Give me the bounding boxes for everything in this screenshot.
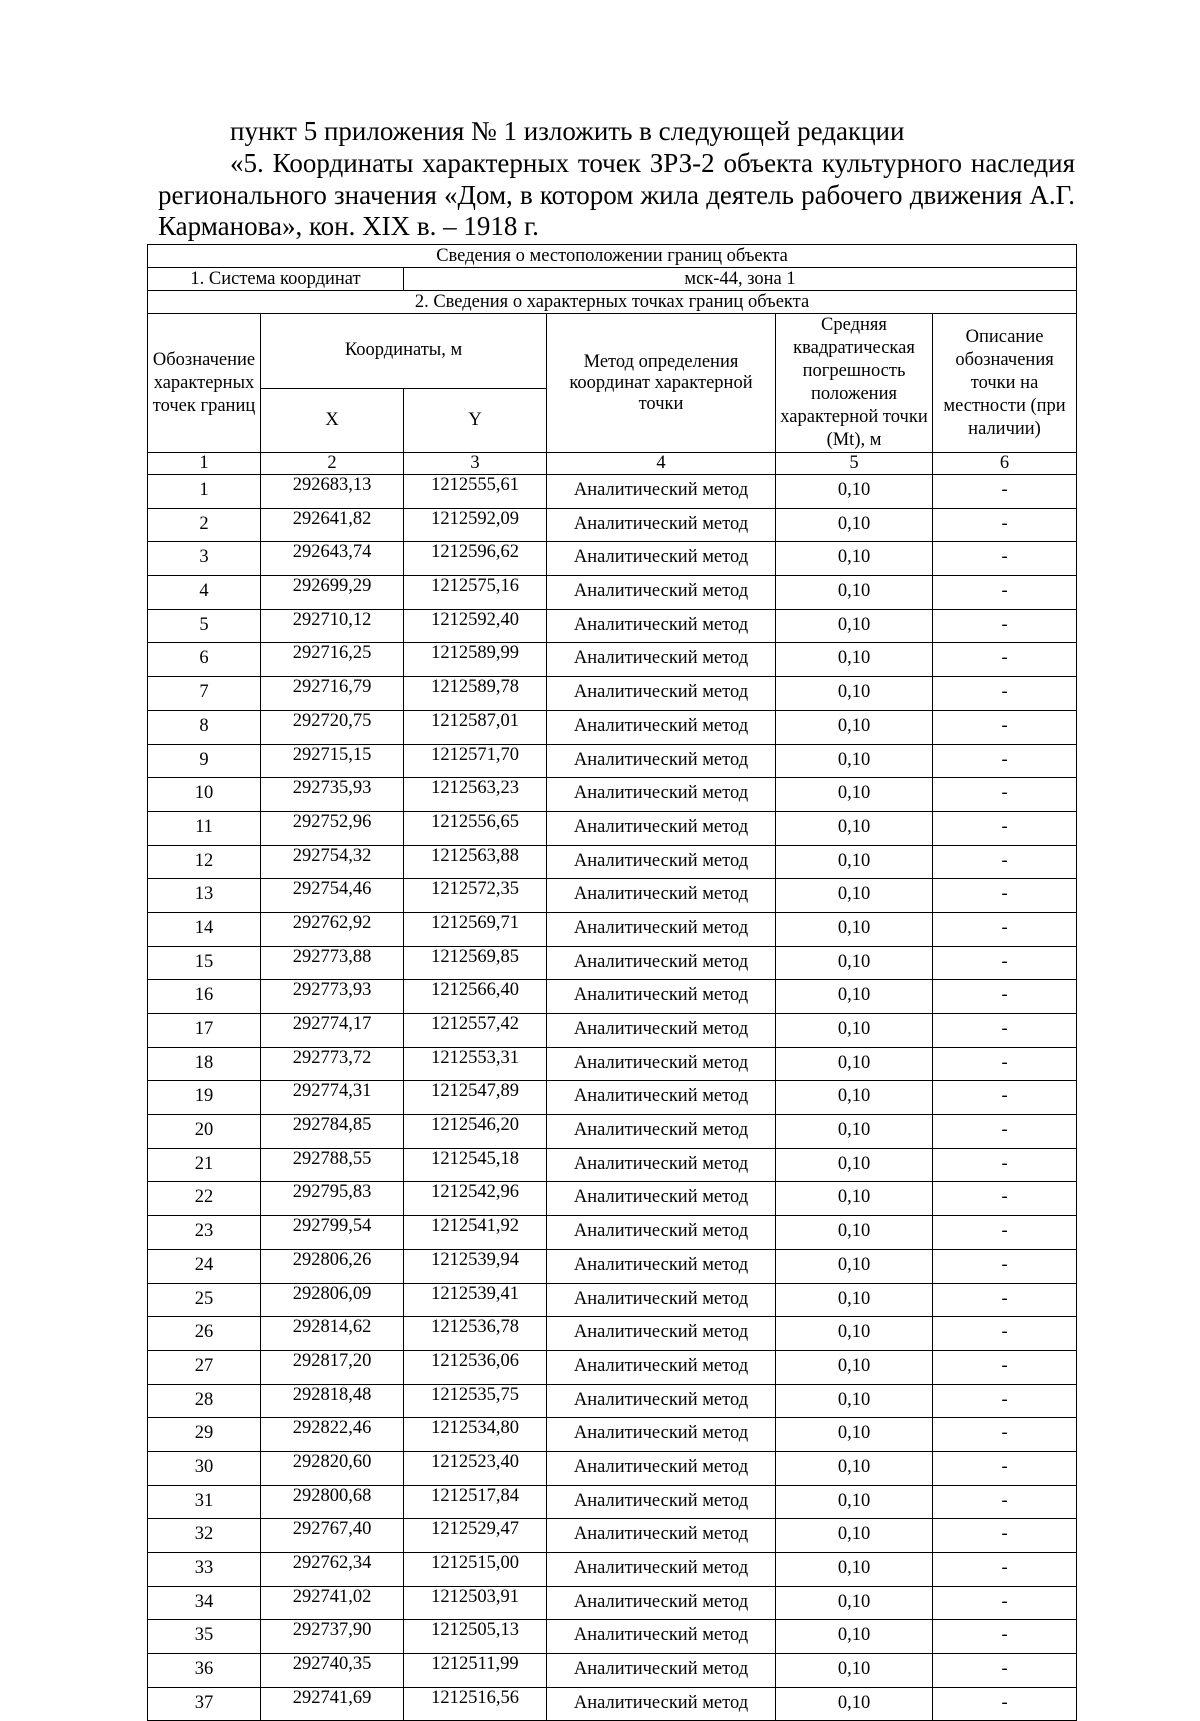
- method-cell: Аналитический метод: [547, 946, 776, 980]
- error-cell: 0,10: [776, 475, 933, 509]
- coordinate-y: 1212563,88: [404, 845, 547, 879]
- method-cell: Аналитический метод: [547, 475, 776, 509]
- table-row: [148, 508, 1077, 542]
- description-cell: -: [933, 1687, 1077, 1721]
- table-row: [148, 1283, 1077, 1317]
- description-cell: -: [933, 576, 1077, 610]
- method-cell: Аналитический метод: [547, 576, 776, 610]
- description-cell: -: [933, 1317, 1077, 1351]
- method-cell: Аналитический метод: [547, 1283, 776, 1317]
- method-cell: Аналитический метод: [547, 1384, 776, 1418]
- point-number: 25: [148, 1283, 261, 1317]
- coordinate-x: 292754,32: [261, 845, 404, 879]
- header-method: Метод определения координат характерной точки: [547, 314, 776, 453]
- table-row: [148, 744, 1077, 778]
- error-cell: 0,10: [776, 1654, 933, 1688]
- coordinate-y: 1212541,92: [404, 1216, 547, 1250]
- coordinate-y: 1212546,20: [404, 1115, 547, 1149]
- coordinate-x: 292788,55: [261, 1148, 404, 1182]
- point-number: 8: [148, 710, 261, 744]
- coordinate-x: 292699,29: [261, 576, 404, 610]
- coordinate-x: 292754,46: [261, 879, 404, 913]
- coordinate-x: 292773,72: [261, 1047, 404, 1081]
- coordinate-x: 292752,96: [261, 811, 404, 845]
- coordinate-y: 1212553,31: [404, 1047, 547, 1081]
- method-cell: Аналитический метод: [547, 1014, 776, 1048]
- description-cell: -: [933, 1283, 1077, 1317]
- error-cell: 0,10: [776, 1350, 933, 1384]
- coordinate-y: 1212592,09: [404, 508, 547, 542]
- point-number: 16: [148, 980, 261, 1014]
- description-cell: -: [933, 946, 1077, 980]
- table-row: [148, 1115, 1077, 1149]
- point-number: 22: [148, 1182, 261, 1216]
- error-cell: 0,10: [776, 1249, 933, 1283]
- coordinate-y: 1212517,84: [404, 1485, 547, 1519]
- table-row: [148, 1182, 1077, 1216]
- error-cell: 0,10: [776, 1519, 933, 1553]
- error-cell: 0,10: [776, 1485, 933, 1519]
- method-cell: Аналитический метод: [547, 1148, 776, 1182]
- method-cell: Аналитический метод: [547, 1317, 776, 1351]
- table-row: [148, 1485, 1077, 1519]
- table-row: [148, 1249, 1077, 1283]
- coordinate-y: 1212592,40: [404, 609, 547, 643]
- coordinate-x: 292716,25: [261, 643, 404, 677]
- error-cell: 0,10: [776, 542, 933, 576]
- error-cell: 0,10: [776, 1283, 933, 1317]
- coordinate-y: 1212539,94: [404, 1249, 547, 1283]
- header-designation: Обозначение характерных точек границ: [148, 314, 261, 453]
- error-cell: 0,10: [776, 677, 933, 711]
- table-row: [148, 1384, 1077, 1418]
- table-row: [148, 1687, 1077, 1721]
- error-cell: 0,10: [776, 508, 933, 542]
- error-cell: 0,10: [776, 811, 933, 845]
- column-number: 4: [547, 453, 776, 475]
- coordinate-y: 1212596,62: [404, 542, 547, 576]
- error-cell: 0,10: [776, 1148, 933, 1182]
- point-number: 10: [148, 778, 261, 812]
- table-row: [148, 811, 1077, 845]
- description-cell: -: [933, 677, 1077, 711]
- coordinate-x: 292716,79: [261, 677, 404, 711]
- coordinate-y: 1212503,91: [404, 1586, 547, 1620]
- coordinate-x: 292784,85: [261, 1115, 404, 1149]
- coordinate-x: 292737,90: [261, 1620, 404, 1654]
- coordinate-x: 292641,82: [261, 508, 404, 542]
- section1-title: Сведения о местоположении границ объекта: [148, 245, 1077, 268]
- table-row: [148, 1148, 1077, 1182]
- description-cell: -: [933, 1182, 1077, 1216]
- coordinate-x: 292806,09: [261, 1283, 404, 1317]
- table-row: [148, 1317, 1077, 1351]
- point-number: 17: [148, 1014, 261, 1048]
- description-cell: -: [933, 1451, 1077, 1485]
- description-cell: -: [933, 1418, 1077, 1452]
- point-number: 19: [148, 1081, 261, 1115]
- error-cell: 0,10: [776, 1586, 933, 1620]
- coordinate-x: 292820,60: [261, 1451, 404, 1485]
- coordinate-y: 1212571,70: [404, 744, 547, 778]
- point-number: 13: [148, 879, 261, 913]
- method-cell: Аналитический метод: [547, 1081, 776, 1115]
- table-row: [148, 1014, 1077, 1048]
- description-cell: -: [933, 1350, 1077, 1384]
- table-row: [148, 980, 1077, 1014]
- coordinate-x: 292740,35: [261, 1654, 404, 1688]
- coordinate-x: 292720,75: [261, 710, 404, 744]
- header-description: Описание обозначения точки на местности (при наличии): [933, 314, 1077, 453]
- coordinate-x: 292774,17: [261, 1014, 404, 1048]
- description-cell: -: [933, 980, 1077, 1014]
- table-row: [148, 1553, 1077, 1587]
- method-cell: Аналитический метод: [547, 1350, 776, 1384]
- method-cell: Аналитический метод: [547, 1451, 776, 1485]
- method-cell: Аналитический метод: [547, 1115, 776, 1149]
- error-cell: 0,10: [776, 1687, 933, 1721]
- table-row: [148, 879, 1077, 913]
- coordinate-y: 1212569,85: [404, 946, 547, 980]
- coordinate-y: 1212545,18: [404, 1148, 547, 1182]
- coordinate-y: 1212511,99: [404, 1654, 547, 1688]
- coordinate-x: 292762,92: [261, 912, 404, 946]
- method-cell: Аналитический метод: [547, 1418, 776, 1452]
- method-cell: Аналитический метод: [547, 744, 776, 778]
- description-cell: -: [933, 1384, 1077, 1418]
- boundary-points-table: [147, 244, 1077, 1721]
- coordinate-x: 292822,46: [261, 1418, 404, 1452]
- point-number: 34: [148, 1586, 261, 1620]
- header-row-1: [148, 314, 1077, 389]
- description-cell: -: [933, 1519, 1077, 1553]
- point-number: 4: [148, 576, 261, 610]
- coordinate-y: 1212542,96: [404, 1182, 547, 1216]
- coordinate-y: 1212566,40: [404, 980, 547, 1014]
- coordinate-x: 292715,15: [261, 744, 404, 778]
- point-number: 23: [148, 1216, 261, 1250]
- error-cell: 0,10: [776, 1081, 933, 1115]
- point-number: 27: [148, 1350, 261, 1384]
- description-cell: -: [933, 1485, 1077, 1519]
- section2-row: [148, 291, 1077, 314]
- coordinate-x: 292774,31: [261, 1081, 404, 1115]
- method-cell: Аналитический метод: [547, 609, 776, 643]
- table-row: [148, 643, 1077, 677]
- header-error: Средняя квадратическая погрешность положения характерной точки (Mt), м: [776, 314, 933, 453]
- error-cell: 0,10: [776, 980, 933, 1014]
- error-cell: 0,10: [776, 1620, 933, 1654]
- coordinate-y: 1212535,75: [404, 1384, 547, 1418]
- coord-system-value: мск-44, зона 1: [404, 268, 1077, 291]
- coordinate-y: 1212589,99: [404, 643, 547, 677]
- coordinate-y: 1212534,80: [404, 1418, 547, 1452]
- coordinate-x: 292806,26: [261, 1249, 404, 1283]
- method-cell: Аналитический метод: [547, 1519, 776, 1553]
- method-cell: Аналитический метод: [547, 1182, 776, 1216]
- error-cell: 0,10: [776, 778, 933, 812]
- description-cell: -: [933, 475, 1077, 509]
- point-number: 11: [148, 811, 261, 845]
- table-row: [148, 1519, 1077, 1553]
- method-cell: Аналитический метод: [547, 508, 776, 542]
- description-cell: -: [933, 1249, 1077, 1283]
- method-cell: Аналитический метод: [547, 912, 776, 946]
- coordinate-x: 292799,54: [261, 1216, 404, 1250]
- error-cell: 0,10: [776, 744, 933, 778]
- coordinate-y: 1212575,16: [404, 576, 547, 610]
- point-number: 28: [148, 1384, 261, 1418]
- coordinate-y: 1212515,00: [404, 1553, 547, 1587]
- description-cell: -: [933, 1654, 1077, 1688]
- section1-row: [148, 245, 1077, 268]
- coordinate-y: 1212563,23: [404, 778, 547, 812]
- method-cell: Аналитический метод: [547, 1586, 776, 1620]
- point-number: 14: [148, 912, 261, 946]
- table-row: [148, 677, 1077, 711]
- method-cell: Аналитический метод: [547, 1553, 776, 1587]
- description-cell: -: [933, 845, 1077, 879]
- description-cell: -: [933, 744, 1077, 778]
- description-cell: -: [933, 1216, 1077, 1250]
- amendment-intro: пункт 5 приложения № 1 изложить в следующей редакции: [230, 116, 905, 146]
- coordinate-y: 1212556,65: [404, 811, 547, 845]
- header-y: Y: [404, 388, 547, 452]
- table-row: [148, 1620, 1077, 1654]
- coordinate-y: 1212523,40: [404, 1451, 547, 1485]
- error-cell: 0,10: [776, 1418, 933, 1452]
- point-number: 12: [148, 845, 261, 879]
- point-number: 32: [148, 1519, 261, 1553]
- description-cell: -: [933, 643, 1077, 677]
- coordinate-y: 1212539,41: [404, 1283, 547, 1317]
- header-x: X: [261, 388, 404, 452]
- method-cell: Аналитический метод: [547, 811, 776, 845]
- point-number: 18: [148, 1047, 261, 1081]
- coordinate-x: 292735,93: [261, 778, 404, 812]
- coordinate-y: 1212536,78: [404, 1317, 547, 1351]
- error-cell: 0,10: [776, 912, 933, 946]
- method-cell: Аналитический метод: [547, 542, 776, 576]
- description-cell: -: [933, 508, 1077, 542]
- coordinate-x: 292800,68: [261, 1485, 404, 1519]
- error-cell: 0,10: [776, 879, 933, 913]
- point-number: 7: [148, 677, 261, 711]
- table-row: [148, 1418, 1077, 1452]
- table-row: [148, 1216, 1077, 1250]
- description-cell: -: [933, 1081, 1077, 1115]
- table-row: [148, 1451, 1077, 1485]
- error-cell: 0,10: [776, 643, 933, 677]
- coordinate-y: 1212569,71: [404, 912, 547, 946]
- method-cell: Аналитический метод: [547, 1485, 776, 1519]
- point-number: 15: [148, 946, 261, 980]
- method-cell: Аналитический метод: [547, 1620, 776, 1654]
- description-cell: -: [933, 879, 1077, 913]
- coordinate-y: 1212589,78: [404, 677, 547, 711]
- error-cell: 0,10: [776, 946, 933, 980]
- coordinate-y: 1212547,89: [404, 1081, 547, 1115]
- coordinate-y: 1212529,47: [404, 1519, 547, 1553]
- error-cell: 0,10: [776, 845, 933, 879]
- coordinate-x: 292741,69: [261, 1687, 404, 1721]
- column-number: 6: [933, 453, 1077, 475]
- coordinate-x: 292795,83: [261, 1182, 404, 1216]
- error-cell: 0,10: [776, 609, 933, 643]
- coordinate-x: 292767,40: [261, 1519, 404, 1553]
- error-cell: 0,10: [776, 1553, 933, 1587]
- description-cell: -: [933, 1553, 1077, 1587]
- coordinate-y: 1212555,61: [404, 475, 547, 509]
- coordinate-x: 292643,74: [261, 542, 404, 576]
- table-row: [148, 710, 1077, 744]
- table-row: [148, 946, 1077, 980]
- point-number: 5: [148, 609, 261, 643]
- method-cell: Аналитический метод: [547, 1216, 776, 1250]
- point-number: 33: [148, 1553, 261, 1587]
- coord-system-row: [148, 268, 1077, 291]
- point-number: 2: [148, 508, 261, 542]
- point-number: 35: [148, 1620, 261, 1654]
- description-cell: -: [933, 1620, 1077, 1654]
- coordinate-y: 1212516,56: [404, 1687, 547, 1721]
- method-cell: Аналитический метод: [547, 710, 776, 744]
- point-number: 1: [148, 475, 261, 509]
- error-cell: 0,10: [776, 1451, 933, 1485]
- coordinate-y: 1212536,06: [404, 1350, 547, 1384]
- description-cell: -: [933, 710, 1077, 744]
- table-row: [148, 609, 1077, 643]
- method-cell: Аналитический метод: [547, 1047, 776, 1081]
- description-cell: -: [933, 542, 1077, 576]
- column-number: 5: [776, 453, 933, 475]
- error-cell: 0,10: [776, 1317, 933, 1351]
- description-cell: -: [933, 912, 1077, 946]
- description-cell: -: [933, 609, 1077, 643]
- point-number: 20: [148, 1115, 261, 1149]
- section-heading: «5. Координаты характерных точек ЗРЗ-2 объекта культурного наследия регионального значения «Дом, в котором жила деятель рабочего движения А.Г. Карманова», кон. XIX в. – 1918 г.: [158, 148, 1075, 241]
- method-cell: Аналитический метод: [547, 677, 776, 711]
- coordinate-x: 292814,62: [261, 1317, 404, 1351]
- coordinate-x: 292683,13: [261, 475, 404, 509]
- point-number: 30: [148, 1451, 261, 1485]
- table-row: [148, 1081, 1077, 1115]
- column-number: 2: [261, 453, 404, 475]
- method-cell: Аналитический метод: [547, 845, 776, 879]
- point-number: 6: [148, 643, 261, 677]
- method-cell: Аналитический метод: [547, 643, 776, 677]
- header-coordinates: Координаты, м: [261, 314, 547, 389]
- description-cell: -: [933, 1115, 1077, 1149]
- coordinate-x: 292773,88: [261, 946, 404, 980]
- error-cell: 0,10: [776, 1216, 933, 1250]
- point-number: 37: [148, 1687, 261, 1721]
- method-cell: Аналитический метод: [547, 879, 776, 913]
- table-row: [148, 542, 1077, 576]
- coordinate-x: 292773,93: [261, 980, 404, 1014]
- coordinate-x: 292818,48: [261, 1384, 404, 1418]
- table-row: [148, 475, 1077, 509]
- table-row: [148, 845, 1077, 879]
- method-cell: Аналитический метод: [547, 1249, 776, 1283]
- point-number: 26: [148, 1317, 261, 1351]
- column-number: 1: [148, 453, 261, 475]
- table-row: [148, 1586, 1077, 1620]
- table-row: [148, 1350, 1077, 1384]
- point-number: 31: [148, 1485, 261, 1519]
- error-cell: 0,10: [776, 710, 933, 744]
- point-number: 29: [148, 1418, 261, 1452]
- point-number: 9: [148, 744, 261, 778]
- coordinate-x: 292762,34: [261, 1553, 404, 1587]
- method-cell: Аналитический метод: [547, 1687, 776, 1721]
- coordinate-y: 1212505,13: [404, 1620, 547, 1654]
- method-cell: Аналитический метод: [547, 980, 776, 1014]
- column-number: 3: [404, 453, 547, 475]
- section2-title: 2. Сведения о характерных точках границ объекта: [148, 291, 1077, 314]
- table-row: [148, 912, 1077, 946]
- column-numbers-row: [148, 453, 1077, 475]
- error-cell: 0,10: [776, 1115, 933, 1149]
- error-cell: 0,10: [776, 1384, 933, 1418]
- coordinate-x: 292710,12: [261, 609, 404, 643]
- point-number: 24: [148, 1249, 261, 1283]
- coordinate-x: 292741,02: [261, 1586, 404, 1620]
- description-cell: -: [933, 1014, 1077, 1048]
- method-cell: Аналитический метод: [547, 778, 776, 812]
- coord-system-label: 1. Система координат: [148, 268, 404, 291]
- point-number: 21: [148, 1148, 261, 1182]
- description-cell: -: [933, 778, 1077, 812]
- point-number: 3: [148, 542, 261, 576]
- method-cell: Аналитический метод: [547, 1654, 776, 1688]
- error-cell: 0,10: [776, 576, 933, 610]
- table-row: [148, 1047, 1077, 1081]
- error-cell: 0,10: [776, 1182, 933, 1216]
- table-row: [148, 778, 1077, 812]
- point-number: 36: [148, 1654, 261, 1688]
- table-row: [148, 576, 1077, 610]
- description-cell: -: [933, 1148, 1077, 1182]
- error-cell: 0,10: [776, 1047, 933, 1081]
- coordinate-y: 1212587,01: [404, 710, 547, 744]
- coordinate-y: 1212557,42: [404, 1014, 547, 1048]
- coordinate-x: 292817,20: [261, 1350, 404, 1384]
- coordinate-y: 1212572,35: [404, 879, 547, 913]
- error-cell: 0,10: [776, 1014, 933, 1048]
- description-cell: -: [933, 811, 1077, 845]
- description-cell: -: [933, 1586, 1077, 1620]
- description-cell: -: [933, 1047, 1077, 1081]
- table-row: [148, 1654, 1077, 1688]
